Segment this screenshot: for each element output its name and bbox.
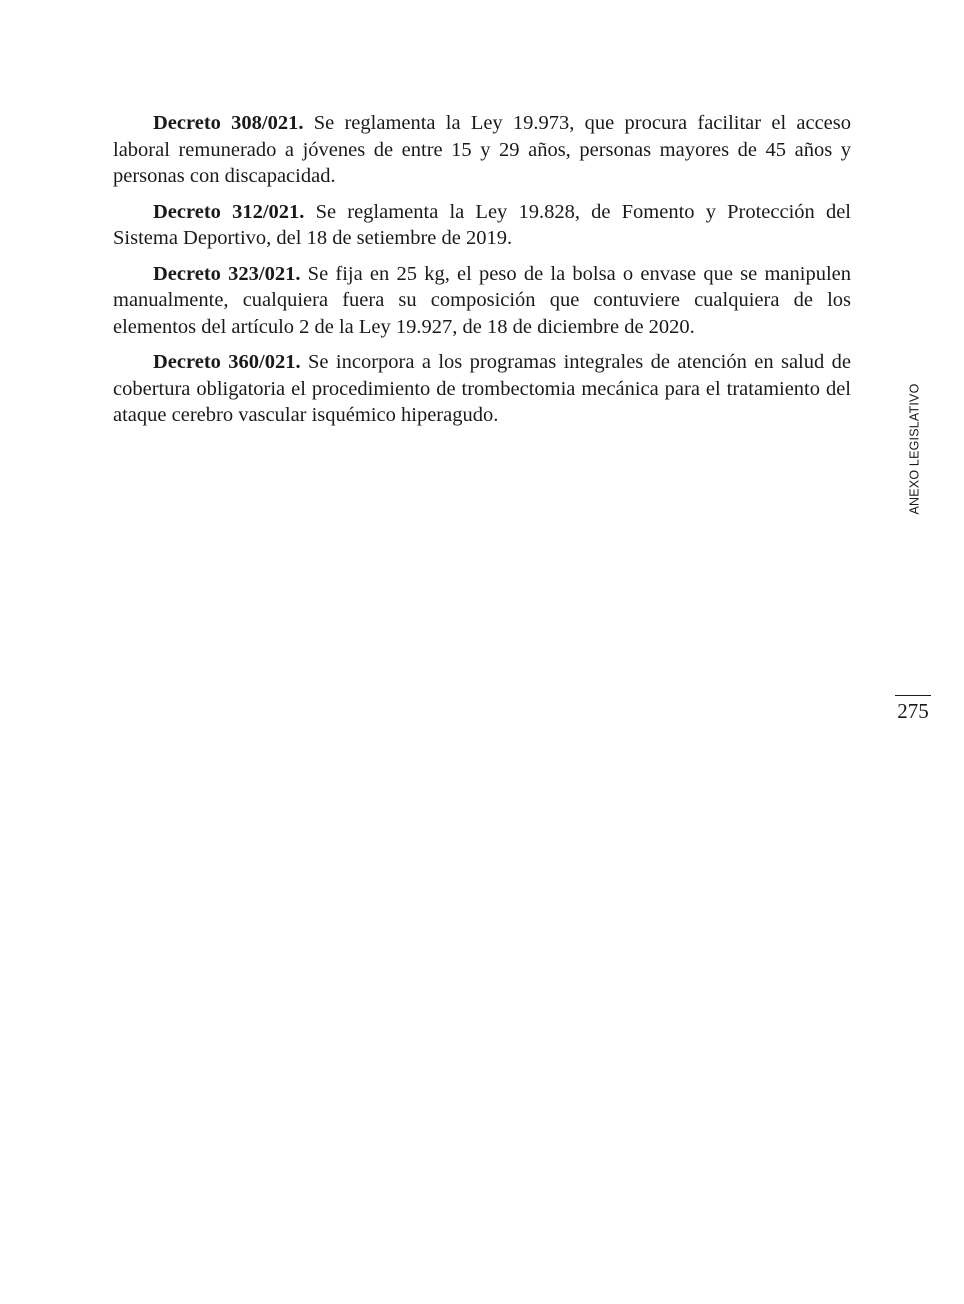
decree-entry [113,199,851,252]
section-side-label [902,383,926,515]
page-number: 275 [897,699,929,723]
decree-text: Se reglamenta la Ley 19.828, de Fomento y Protección del Sistema Deportivo, del 18 de setiembre de 2019. [113,200,851,249]
decree-code: Decreto 360/021. [153,351,301,373]
decree-code: Decreto 323/021. [153,262,301,285]
section-side-label-text: ANEXO LEGISLATIVO [907,383,921,515]
decree-text: Se reglamenta la Ley 19.973, que procura facilitar el acceso laboral remunerado a jóvenes de entre 15 y 29 años, personas mayores de 45 años y personas con discapacidad. [113,112,852,187]
decree-text: Se incorpora a los programas integrales de atención en salud de cobertura obligatoria el procedimiento de trombectomia mecánica para el tratamiento del ataque cerebro vascular isquémico hiperagudo. [113,351,851,426]
decree-text: Se fija en 25 kg, el peso de la bolsa o envase que se manipulen manualmente, cualquiera fuera su composición que contuviere cualquiera de los elementos del artículo 2 de la Ley 19.927, de 18 de diciembre de 2020. [113,262,852,338]
decree-code: Decreto 312/021. [153,200,305,223]
decree-entry [113,110,851,190]
page-number-rule [895,695,931,696]
decree-entry [113,261,851,341]
document-body [113,110,851,438]
decree-code: Decreto 308/021. [153,112,304,134]
decree-entry [113,349,851,429]
